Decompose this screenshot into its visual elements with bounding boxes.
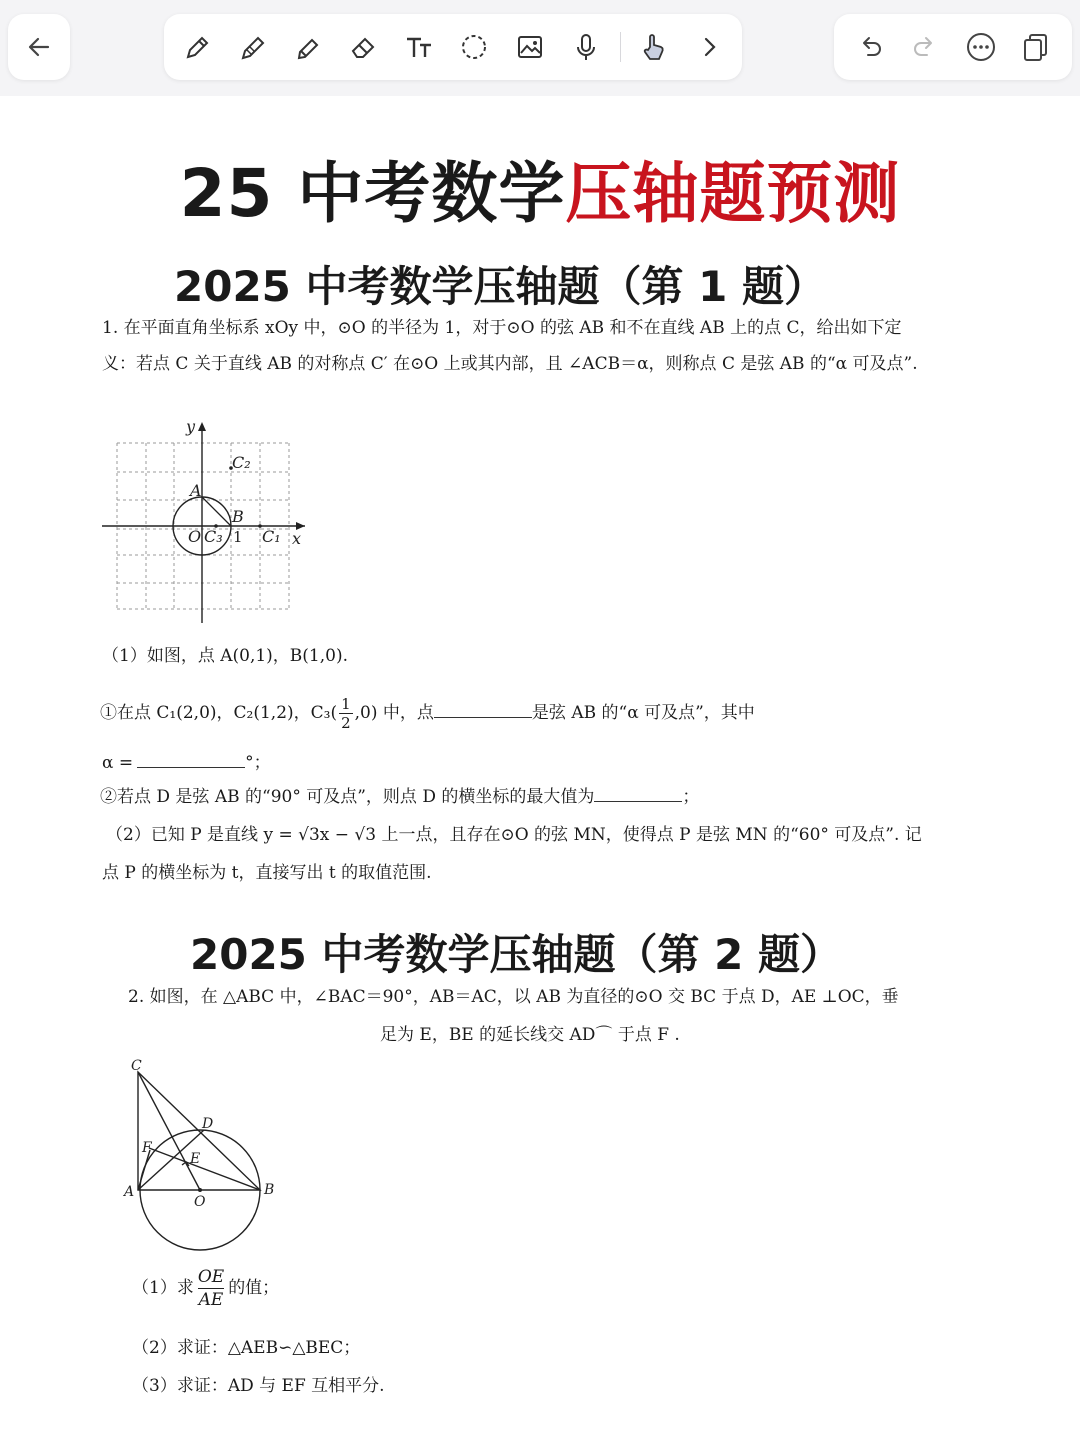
answer-blank-points[interactable] — [434, 717, 532, 718]
lasso-tool-button[interactable] — [452, 25, 496, 69]
q1-part2-line1: （2）已知 P 是直线 y = √3x − √3 上一点，且存在⊙O 的弦 MN，使得点 P 是弦 MN 的“60° 可及点”. 记 — [106, 825, 922, 845]
image-insert-button[interactable] — [508, 25, 552, 69]
q1-part1b — [100, 782, 699, 807]
more-options-button[interactable] — [959, 25, 1003, 69]
highlighter-icon — [291, 31, 323, 63]
vertex-b-label: B — [264, 1182, 275, 1198]
pages-icon — [1020, 31, 1052, 63]
more-tools-button[interactable] — [688, 25, 732, 69]
fraction-denominator: 2 — [341, 714, 351, 732]
point-c1-label: C₁ — [262, 527, 281, 546]
q2-geometry-figure — [120, 1052, 290, 1257]
q1-part1b-end: ； — [682, 787, 700, 807]
point-c2-label: C₂ — [232, 453, 251, 472]
undo-icon — [854, 31, 886, 63]
more-icon — [965, 31, 997, 63]
note-app-toolbar — [0, 0, 1080, 96]
text-tool-icon — [403, 31, 435, 63]
pen-tool-button[interactable] — [174, 25, 218, 69]
point-f-label: F — [142, 1140, 152, 1156]
microphone-icon — [570, 31, 602, 63]
origin-label: O — [188, 527, 202, 546]
point-b-label: B — [232, 507, 244, 526]
point-c3-label: C₃ — [204, 527, 223, 546]
q2-part1-suffix: 的值； — [228, 1278, 280, 1298]
q1-part1a-prefix: ①在点 C₁(2,0)，C₂(1,2)，C₃( — [100, 703, 338, 723]
chevron-right-icon — [694, 31, 726, 63]
q2-part1-prefix: （1）求 — [132, 1278, 194, 1298]
pen-icon — [180, 31, 212, 63]
point-a-label: A — [190, 481, 202, 500]
q1-alpha-line — [102, 748, 271, 773]
q2-part1 — [132, 1266, 279, 1311]
q1-heading: 2025 中考数学压轴题（第 1 题） — [174, 262, 826, 311]
title-black: 25 中考数学 — [179, 155, 566, 232]
alpha-label: α = — [102, 753, 134, 773]
axis-x-label: x — [292, 529, 302, 548]
back-button[interactable] — [8, 14, 70, 80]
pages-button[interactable] — [1014, 25, 1058, 69]
q2-heading: 2025 中考数学压轴题（第 2 题） — [190, 930, 842, 979]
q2-part3: （3）求证：AD 与 EF 互相平分. — [132, 1376, 385, 1396]
q1-part1: （1）如图，点 A(0,1)，B(1,0). — [102, 646, 348, 666]
voice-record-button[interactable] — [564, 25, 608, 69]
q1-stem: 1. 在平面直角坐标系 xOy 中，⊙O 的半径为 1，对于⊙O 的弦 AB 和不在直线 AB 上的点 C，给出如下定义：若点 C 关于直线 AB 的对称点 C′ 在⊙O 上或其内部，且 ∠ACB＝α，则称点 C 是弦 AB 的“α 可及点”. — [102, 318, 918, 374]
fraction-numerator: 1 — [341, 695, 351, 713]
q1-part1b-text: ②若点 D 是弦 AB 的“90° 可及点”，则点 D 的横坐标的最大值为 — [100, 787, 595, 807]
hand-pointer-icon — [638, 31, 670, 63]
page-title — [0, 140, 1080, 235]
q1-part1a-suffix: 是弦 AB 的“α 可及点”，其中 — [531, 703, 755, 723]
q2-stem-line2: 足为 E，BE 的延长线交 AD⌒ 于点 F . — [380, 1025, 680, 1045]
redo-button[interactable] — [903, 25, 947, 69]
eraser-icon — [347, 31, 379, 63]
q1-part1a-after-fraction: ,0) 中，点 — [354, 703, 434, 723]
degree-sign: °； — [245, 753, 271, 773]
ratio-denominator: AE — [198, 1290, 224, 1310]
actions-bar — [834, 14, 1072, 80]
pencil-tool-button[interactable] — [230, 25, 274, 69]
q2-part2: （2）求证：△AEB∽△BEC； — [132, 1338, 361, 1358]
undo-button[interactable] — [848, 25, 892, 69]
toolbar-divider — [620, 32, 621, 62]
lasso-icon — [458, 31, 490, 63]
highlighter-tool-button[interactable] — [285, 25, 329, 69]
vertex-c-label: C — [131, 1058, 142, 1074]
point-d-label: D — [202, 1116, 214, 1132]
arrow-left-icon — [24, 32, 54, 62]
tick-one-label: 1 — [233, 528, 243, 546]
point-e-label: E — [190, 1151, 201, 1167]
q2-stem-line1: 2. 如图，在 △ABC 中，∠BAC＝90°，AB＝AC，以 AB 为直径的⊙O 交 BC 于点 D，AE ⊥OC，垂 — [128, 987, 899, 1007]
redo-icon — [909, 31, 941, 63]
pencil-icon — [236, 31, 268, 63]
answer-blank-max[interactable] — [594, 801, 682, 802]
title-red: 压轴题预测 — [565, 155, 901, 232]
image-icon — [514, 31, 546, 63]
axis-y-label: y — [186, 418, 196, 436]
vertex-a-label: A — [124, 1184, 135, 1200]
q1-coordinate-figure — [100, 418, 315, 628]
q1-part1a — [100, 695, 755, 732]
q1-part2-line2: 点 P 的横坐标为 t，直接写出 t 的取值范围. — [102, 863, 432, 883]
drawing-tools-bar — [164, 14, 742, 80]
answer-blank-alpha[interactable] — [137, 767, 245, 768]
touch-mode-button[interactable] — [632, 25, 676, 69]
eraser-tool-button[interactable] — [341, 25, 385, 69]
ratio-numerator: OE — [197, 1267, 225, 1287]
center-o-label: O — [194, 1194, 206, 1210]
text-tool-button[interactable] — [397, 25, 441, 69]
